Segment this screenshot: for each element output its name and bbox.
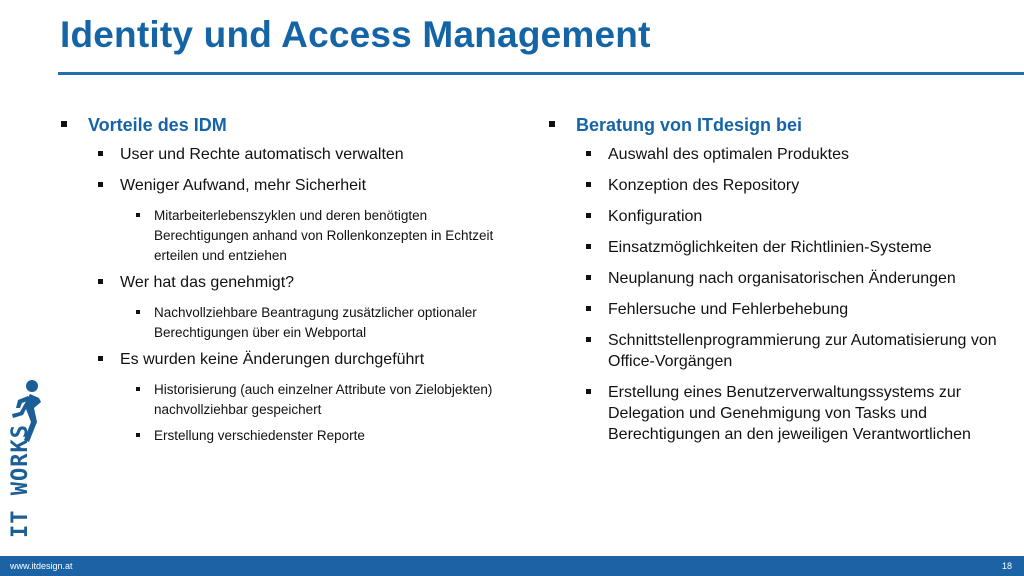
it-works-logo (2, 378, 54, 548)
right-item: Einsatzmöglichkeiten der Richtlinien-Systeme (586, 237, 1018, 258)
slide-title: Identity und Access Management (60, 14, 651, 55)
right-heading: Beratung von ITdesign bei (548, 114, 1018, 136)
right-item: Erstellung eines Benutzerverwaltungssystems zur Delegation und Genehmigung von Tasks und Berechtigungen an den jeweiligen Verantwortlichen (586, 382, 1018, 445)
left-list (60, 114, 500, 446)
left-item: Weniger Aufwand, mehr Sicherheit (98, 175, 500, 196)
left-subitem: Historisierung (auch einzelner Attribute von Zielobjekten) nachvollziehbar gespeichert (136, 380, 500, 420)
right-item: Konzeption des Repository (586, 175, 1018, 196)
left-subitem: Mitarbeiterlebenszyklen und deren benötigten Berechtigungen anhand von Rollenkonzepten in Echtzeit erteilen und entziehen (136, 206, 500, 266)
left-subitem: Erstellung verschiedenster Reporte (136, 426, 500, 446)
right-item: Schnittstellenprogrammierung zur Automatisierung von Office-Vorgängen (586, 330, 1018, 372)
left-item: User und Rechte automatisch verwalten (98, 144, 500, 165)
left-item: Wer hat das genehmigt? (98, 272, 500, 293)
right-item: Fehlersuche und Fehlerbehebung (586, 299, 1018, 320)
right-item: Konfiguration (586, 206, 1018, 227)
right-column (548, 108, 1018, 455)
left-item: Es wurden keine Änderungen durchgeführt (98, 349, 500, 370)
title-underline (58, 72, 1024, 75)
page-number: 18 (1001, 561, 1012, 571)
left-heading: Vorteile des IDM (60, 114, 500, 136)
right-item: Neuplanung nach organisatorischen Änderungen (586, 268, 1018, 289)
it-works-logo-text: IT WORKS (8, 424, 33, 538)
right-item: Auswahl des optimalen Produktes (586, 144, 1018, 165)
right-list (548, 114, 1018, 445)
left-subitem: Nachvollziehbare Beantragung zusätzlicher optionaler Berechtigungen über ein Webportal (136, 303, 500, 343)
footer-bar (0, 556, 1024, 576)
footer-url[interactable]: www.itdesign.at (10, 561, 73, 571)
left-column (60, 108, 500, 452)
